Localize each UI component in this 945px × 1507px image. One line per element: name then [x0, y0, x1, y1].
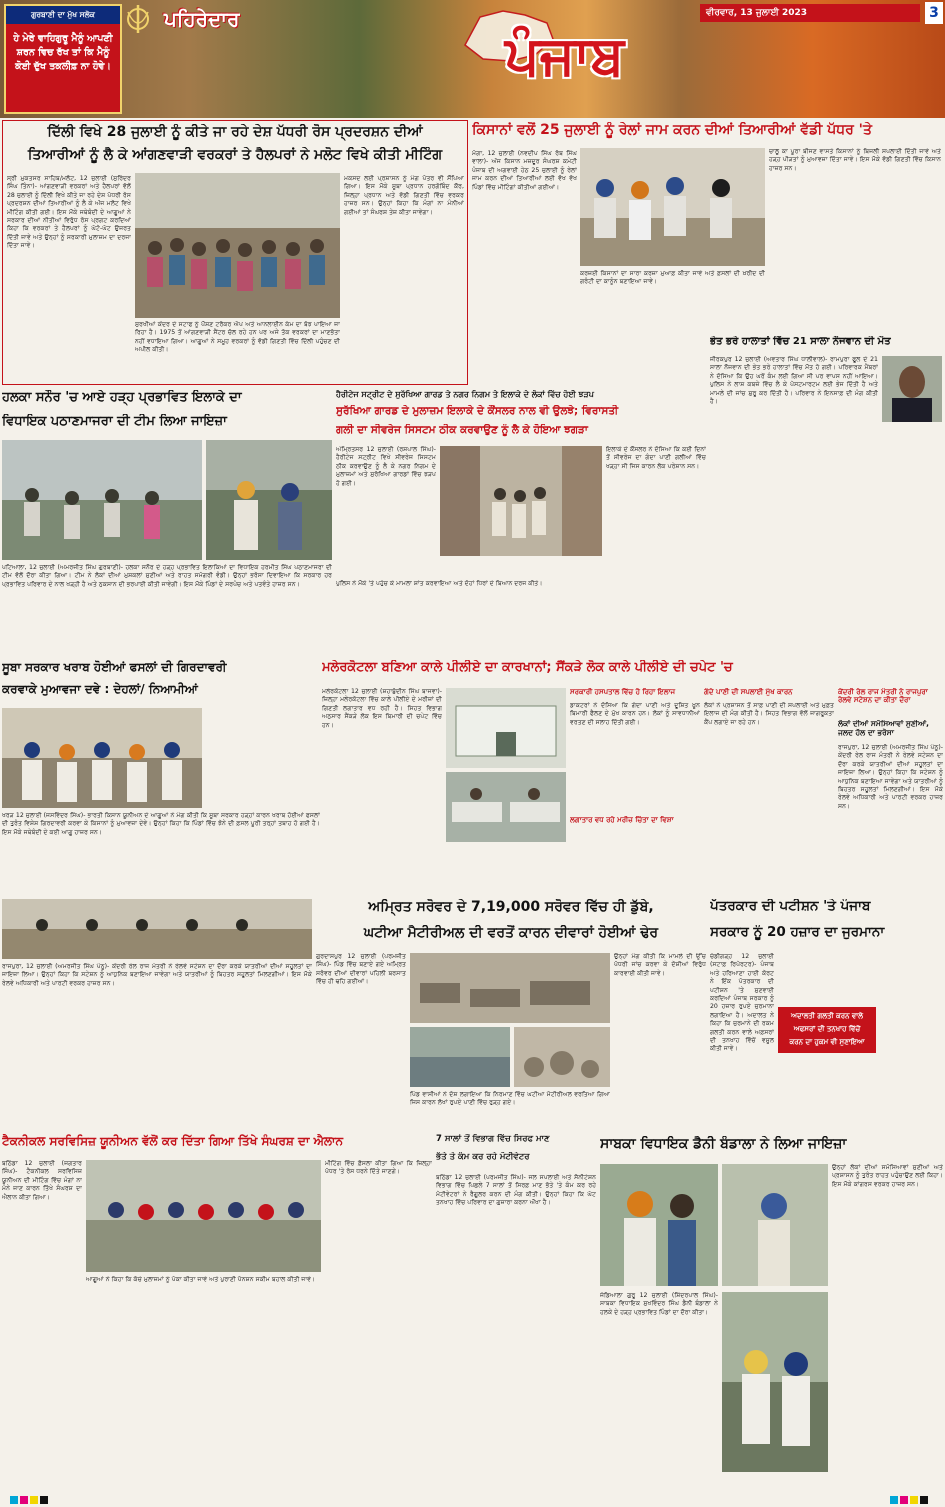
kicker-heritage: ਹੈਰੀਟੇਜ ਸਟ੍ਰੀਟ ਦੇ ਸੁਰੱਖਿਆ ਗਾਰਡ ਤੇ ਨਗਰ ਨਿਗਮ ਤੇ ਇਲਾਕੇ ਦੇ ਲੋਕਾਂ ਵਿੱਚ ਹੋਈ ਝੜਪ [336, 390, 594, 399]
registration-swatch-8 [920, 1496, 928, 1504]
body-kisan-1: ਮੋਗਾ, 12 ਜੁਲਾਈ (ਨਵਦੀਪ ਸਿੰਘ ਰੱਬ ਸਿੰਘ ਵਾਲਾ)- ਅੱਜ ਕਿਸਾਨ ਮਜ਼ਦੂਰ ਸੰਘਰਸ਼ ਕਮੇਟੀ ਪੰਜਾਬ ਦੀ ਅਗਵਾਈ ਹੇਠ 25 ਜੁਲਾਈ ਨੂੰ ਰੇਲਾਂ ਜਾਮ ਕਰਨ ਦੀਆਂ ਤਿਆਰੀਆਂ ਲਈ ਵੱਖ ਵੱਖ ਪਿੰਡਾਂ ਵਿੱਚ ਮੀਟਿੰਗਾਂ ਕੀਤੀਆਂ ਗਈਆਂ। [472, 150, 577, 191]
article-technical [2, 1134, 432, 1494]
photo-anganwadi-meeting [135, 173, 340, 318]
body-malerkotla-3: ਲੋਕਾਂ ਨੇ ਪ੍ਰਸ਼ਾਸਨ ਤੋਂ ਸਾਫ਼ ਪਾਣੀ ਦੀ ਸਪਲਾਈ ਅਤੇ ਮੁਫ਼ਤ ਇਲਾਜ ਦੀ ਮੰਗ ਕੀਤੀ ਹੈ। ਸਿਹਤ ਵਿਭਾਗ ਵੱਲੋਂ ਜਾਗਰੂਕਤਾ ਕੈਂਪ ਲਗਾਏ ਜਾ ਰਹੇ ਹਨ। [704, 702, 834, 726]
gurbani-label: ਗੁਰਬਾਣੀ ਦਾ ਮੁੱਖ ਸਲੋਕ [6, 6, 120, 24]
body-patrakar: ਚੰਡੀਗੜ੍ਹ 12 ਜੁਲਾਈ (ਸਟਾਫ਼ ਰਿਪੋਰਟਰ)- ਪੰਜਾਬ ਅਤੇ ਹਰਿਆਣਾ ਹਾਈ ਕੋਰਟ ਨੇ ਇੱਕ ਪੱਤਰਕਾਰ ਦੀ ਪਟੀਸ਼ਨ 'ਤੇ ਸੁਣਵਾਈ ਕਰਦਿਆਂ ਪੰਜਾਬ ਸਰਕਾਰ ਨੂੰ 20 ਹਜ਼ਾਰ ਰੁਪਏ ਜੁਰਮਾਨਾ ਲਗਾਇਆ ਹੈ। ਅਦਾਲਤ ਨੇ ਕਿਹਾ ਕਿ ਜੁਰਮਾਨੇ ਦੀ ਰਕਮ ਗਲਤੀ ਕਰਨ ਵਾਲੇ ਅਫ਼ਸਰਾਂ ਦੀ ਤਨਖਾਹ ਵਿੱਚੋਂ ਵਸੂਲ ਕੀਤੀ ਜਾਵੇ। [710, 953, 774, 1053]
body-railway: ਰਾਜਪੁਰਾ, 12 ਜੁਲਾਈ (ਅਮਰਜੀਤ ਸਿੰਘ ਪੰਨੂ)- ਕੇਂਦਰੀ ਰੇਲ ਰਾਜ ਮੰਤਰੀ ਨੇ ਰੇਲਵੇ ਸਟੇਸ਼ਨ ਦਾ ਦੌਰਾ ਕਰਕੇ ਯਾਤਰੀਆਂ ਦੀਆਂ ਸਹੂਲਤਾਂ ਦਾ ਜਾਇਜ਼ਾ ਲਿਆ। ਉਨ੍ਹਾਂ ਕਿਹਾ ਕਿ ਸਟੇਸ਼ਨ ਨੂੰ ਆਧੁਨਿਕ ਬਣਾਇਆ ਜਾਵੇਗਾ ਅਤੇ ਯਾਤਰੀਆਂ ਨੂੰ ਬਿਹਤਰ ਸਹੂਲਤਾਂ ਮਿਲਣਗੀਆਂ। ਇਸ ਮੌਕੇ ਰੇਲਵੇ ਅਧਿਕਾਰੀ ਅਤੇ ਪਾਰਟੀ ਵਰਕਰ ਹਾਜ਼ਰ ਸਨ। [838, 744, 943, 810]
headline-amrit-1: ਅਮ੍ਰਿਤ ਸਰੋਵਰ ਦੇ 7,19,000 ਸਰੋਵਰ ਵਿੱਚ ਹੀ ਡੁੱਬੇ, [368, 899, 654, 915]
headline-heritage-2: ਗਲੀ ਦਾ ਸੀਵਰੇਜ ਸਿਸਟਮ ਠੀਕ ਕਰਵਾਉਣ ਨੂੰ ਲੈ ਕੇ ਹੋਇਆ ਝਗੜਾ [336, 424, 588, 436]
headline-motivator-2: ਭੱਤੇ ਤੇ ਕੰਮ ਕਰ ਰਹੇ ਮੋਟੀਵੇਟਰ [436, 1152, 530, 1162]
body-amrit-2: ਪਿੰਡ ਵਾਸੀਆਂ ਨੇ ਦੋਸ਼ ਲਗਾਇਆ ਕਿ ਨਿਰਮਾਣ ਵਿੱਚ ਘਟੀਆ ਮੈਟੀਰੀਅਲ ਵਰਤਿਆ ਗਿਆ ਜਿਸ ਕਾਰਨ ਲੱਖਾਂ ਰੁਪਏ ਪਾਣੀ ਵਿੱਚ ਰੁੜ੍ਹ ਗਏ। [410, 1091, 610, 1107]
headline-anganwadi-2: ਤਿਆਰੀਆਂ ਨੂੰ ਲੈ ਕੇ ਆਂਗਣਵਾੜੀ ਵਰਕਰਾਂ ਤੇ ਹੈਲਪਰਾਂ ਨੇ ਮਲੋਟ ਵਿਖੇ ਕੀਤੀ ਮੀਟਿੰਗ [27, 147, 443, 163]
photo-bandala-2 [722, 1164, 828, 1286]
photo-relief [2, 899, 312, 959]
brand-name: ਪਹਿਰੇਦਾਰ [164, 7, 240, 31]
article-railway [838, 688, 943, 892]
headline-malerkotla: ਮਲੇਰਕੋਟਲਾ ਬਣਿਆ ਕਾਲੇ ਪੀਲੀਏ ਦਾ ਕਾਰਖਾਨਾਂ; ਸੈਂਕੜੇ ਲੋਕ ਕਾਲੇ ਪੀਲੀਏ ਦੀ ਚਪੇਟ 'ਚ [322, 660, 733, 675]
callout-patrakar-1: ਅਦਾਲਤੀ ਗਲਤੀ ਕਰਨ ਵਾਲੇ [790, 1012, 864, 1020]
registration-swatch-6 [900, 1496, 908, 1504]
headline-patrakar-1: ਪੱਤਰਕਾਰ ਦੀ ਪਟੀਸ਼ਨ 'ਤੇ ਪੰਜਾਬ [710, 899, 871, 914]
khanda-icon [124, 4, 152, 34]
article-ghat [710, 336, 943, 656]
body-motivator: ਬਠਿੰਡਾ 12 ਜੁਲਾਈ (ਪਰਮਜੀਤ ਸਿੰਘ)- ਜਲ ਸਪਲਾਈ ਅਤੇ ਸੈਨੀਟੇਸ਼ਨ ਵਿਭਾਗ ਵਿੱਚ ਪਿਛਲੇ 7 ਸਾਲਾਂ ਤੋਂ ਸਿਰਫ਼ ਮਾਣ ਭੱਤੇ 'ਤੇ ਕੰਮ ਕਰ ਰਹੇ ਮੋਟੀਵੇਟਰਾਂ ਨੇ ਰੈਗੂਲਰ ਕਰਨ ਦੀ ਮੰਗ ਕੀਤੀ। ਉਨ੍ਹਾਂ ਕਿਹਾ ਕਿ ਘੱਟ ਤਨਖਾਹ ਵਿੱਚ ਪਰਿਵਾਰ ਦਾ ਗੁਜ਼ਾਰਾ ਕਰਨਾ ਔਖਾ ਹੈ। [436, 1174, 596, 1207]
date-bar [700, 4, 920, 22]
article-bandala [600, 1134, 943, 1494]
headline-bandala: ਸਾਬਕਾ ਵਿਧਾਇਕ ਡੈਨੀ ਬੰਡਾਲਾ ਨੇ ਲਿਆ ਜਾਇਜ਼ਾ [600, 1136, 847, 1152]
body-kisan-3: ਚਾਲੂ ਕਾ ਪੂਰਾ ਬੀਜਣ ਵਾਸਤੇ ਕਿਸਾਨਾਂ ਨੂੰ ਬਿਜਲੀ ਸਪਲਾਈ ਦਿੱਤੀ ਜਾਵੇ ਅਤੇ ਹੜ੍ਹ ਪੀੜਤਾਂ ਨੂੰ ਮੁਆਵਜ਼ਾ ਦਿੱਤਾ ਜਾਵੇ। ਇਸ ਮੌਕੇ ਵੱਡੀ ਗਿਣਤੀ ਵਿੱਚ ਕਿਸਾਨ ਹਾਜ਼ਰ ਸਨ। [769, 148, 941, 172]
photo-amrit-wall [410, 953, 610, 1023]
registration-swatch-3 [30, 1496, 38, 1504]
body-sanaur: ਪਟਿਆਲਾ, 12 ਜੁਲਾਈ (ਅਮਰਜੀਤ ਸਿੰਘ ਗੁਰਬਾਣੀ)- ਹਲਕਾ ਸਨੌਰ ਦੇ ਹੜ੍ਹ ਪ੍ਰਭਾਵਿਤ ਇਲਾਕਿਆਂ ਦਾ ਵਿਧਾਇਕ ਹਰਮੀਤ ਸਿੰਘ ਪਠਾਣਮਾਜਰਾ ਦੀ ਟੀਮ ਵੱਲੋਂ ਦੌਰਾ ਕੀਤਾ ਗਿਆ। ਟੀਮ ਨੇ ਲੋਕਾਂ ਦੀਆਂ ਮੁਸ਼ਕਲਾਂ ਸੁਣੀਆਂ ਅਤੇ ਰਾਹਤ ਸਮੱਗਰੀ ਵੰਡੀ। ਉਨ੍ਹਾਂ ਭਰੋਸਾ ਦਿਵਾਇਆ ਕਿ ਸਰਕਾਰ ਹਰ ਪ੍ਰਭਾਵਿਤ ਪਰਿਵਾਰ ਦੇ ਨਾਲ ਖੜ੍ਹੀ ਹੈ ਅਤੇ ਨੁਕਸਾਨ ਦੀ ਭਰਪਾਈ ਕੀਤੀ ਜਾਵੇਗੀ। ਇਸ ਮੌਕੇ ਪਿੰਡਾਂ ਦੇ ਸਰਪੰਚ ਅਤੇ ਪਤਵੰਤੇ ਹਾਜ਼ਰ ਸਨ। [2, 564, 332, 588]
body-amrit-3: ਉਨ੍ਹਾਂ ਮੰਗ ਕੀਤੀ ਕਿ ਮਾਮਲੇ ਦੀ ਉੱਚ ਪੱਧਰੀ ਜਾਂਚ ਕਰਵਾ ਕੇ ਦੋਸ਼ੀਆਂ ਵਿਰੁੱਧ ਕਾਰਵਾਈ ਕੀਤੀ ਜਾਵੇ। [614, 953, 706, 977]
photo-sanaur-team [206, 440, 332, 560]
headline-motivator-1: 7 ਸਾਲਾਂ ਤੋਂ ਵਿਭਾਗ ਵਿੱਚ ਸਿਰਫ ਮਾਣ [436, 1134, 550, 1144]
headline-railway: ਲੋਕਾਂ ਦੀਆਂ ਸਮੱਸਿਆਵਾਂ ਸੁਣੀਆਂ, ਜਲਦ ਹੱਲ ਦਾ ਭਰੋਸਾ [838, 720, 930, 737]
headline-girdawari-2: ਕਰਵਾਕੇ ਮੁਆਵਜਾ ਦਵੇ : ਦੇਹਲਾਂ/ ਨਿਆਮੀਆਂ [2, 682, 198, 696]
body-girdawari: ਖਰੜ 12 ਜੁਲਾਈ (ਜਸਵਿੰਦਰ ਸਿੰਘ)- ਭਾਰਤੀ ਕਿਸਾਨ ਯੂਨੀਅਨ ਦੇ ਆਗੂਆਂ ਨੇ ਮੰਗ ਕੀਤੀ ਕਿ ਸੂਬਾ ਸਰਕਾਰ ਹੜ੍ਹਾਂ ਕਾਰਨ ਖਰਾਬ ਹੋਈਆਂ ਫਸਲਾਂ ਦੀ ਤੁਰੰਤ ਵਿਸ਼ੇਸ਼ ਗਿਰਦਾਵਰੀ ਕਰਵਾ ਕੇ ਕਿਸਾਨਾਂ ਨੂੰ ਮੁਆਵਜ਼ਾ ਦੇਵੇ। ਉਨ੍ਹਾਂ ਕਿਹਾ ਕਿ ਪਿੰਡਾਂ ਵਿੱਚ ਝੋਨੇ ਦੀ ਫ਼ਸਲ ਪੂਰੀ ਤਰ੍ਹਾਂ ਤਬਾਹ ਹੋ ਗਈ ਹੈ। ਇਸ ਮੌਕੇ ਜਥੇਬੰਦੀ ਦੇ ਕਈ ਆਗੂ ਹਾਜ਼ਰ ਸਨ। [2, 812, 320, 836]
registration-swatch-7 [910, 1496, 918, 1504]
subhead-malerkotla-2: ਲਗਾਤਾਰ ਵਧ ਰਹੇ ਮਰੀਜ਼ ਚਿੰਤਾ ਦਾ ਵਿਸ਼ਾ [570, 816, 674, 824]
article-amrit [316, 897, 706, 1132]
article-motivator [436, 1134, 596, 1494]
body-technical-1: ਬਠਿੰਡਾ 12 ਜੁਲਾਈ (ਜਗਤਾਰ ਸਿੰਘ)- ਟੈਕਨੀਕਲ ਸਰਵਿਸਿਜ਼ ਯੂਨੀਅਨ ਦੀ ਮੀਟਿੰਗ ਵਿੱਚ ਮੰਗਾਂ ਨਾ ਮੰਨੇ ਜਾਣ ਕਾਰਨ ਤਿੱਖੇ ਸੰਘਰਸ਼ ਦਾ ਐਲਾਨ ਕੀਤਾ ਗਿਆ। [2, 1160, 82, 1201]
masthead [0, 0, 945, 118]
body-technical-2: ਆਗੂਆਂ ਨੇ ਕਿਹਾ ਕਿ ਕੱਚੇ ਮੁਲਾਜ਼ਮਾਂ ਨੂੰ ਪੱਕਾ ਕੀਤਾ ਜਾਵੇ ਅਤੇ ਪੁਰਾਣੀ ਪੈਨਸ਼ਨ ਸਕੀਮ ਬਹਾਲ ਕੀਤੀ ਜਾਵੇ। [86, 1276, 316, 1283]
body-heritage-1: ਅੰਮ੍ਰਿਤਸਰ 12 ਜੁਲਾਈ (ਰਸ਼ਪਾਲ ਸਿੰਘ)- ਹੈਰੀਟੇਜ ਸਟ੍ਰੀਟ ਵਿਖੇ ਸੀਵਰੇਜ ਸਿਸਟਮ ਠੀਕ ਕਰਵਾਉਣ ਨੂੰ ਲੈ ਕੇ ਨਗਰ ਨਿਗਮ ਦੇ ਮੁਲਾਜ਼ਮਾਂ ਅਤੇ ਸੁਰੱਖਿਆ ਗਾਰਡਾਂ ਵਿੱਚ ਝੜਪ ਹੋ ਗਈ। [336, 446, 436, 487]
photo-girdawari-group [2, 708, 202, 808]
body-anganwadi-1: ਸ੍ਰੀ ਮੁਕਤਸਰ ਸਾਹਿਬ/ਮਲੋਟ, 12 ਜੁਲਾਈ (ਸੁਰਿੰਦਰ ਸਿੰਘ ਤਿੰਨਾ)- ਆਂਗਣਵਾੜੀ ਵਰਕਰਾਂ ਅਤੇ ਹੈਲਪਰਾਂ ਵੱਲੋਂ 28 ਜੁਲਾਈ ਨੂੰ ਦਿੱਲੀ ਵਿਖੇ ਕੀਤੇ ਜਾ ਰਹੇ ਦੇਸ਼ ਪੱਧਰੀ ਰੋਸ ਪ੍ਰਦਰਸ਼ਨ ਦੀਆਂ ਤਿਆਰੀਆਂ ਨੂੰ ਲੈ ਕੇ ਅੱਜ ਮਲੋਟ ਵਿਖੇ ਮੀਟਿੰਗ ਕੀਤੀ ਗਈ। ਇਸ ਮੌਕੇ ਜਥੇਬੰਦੀ ਦੇ ਆਗੂਆਂ ਨੇ ਸਰਕਾਰ ਦੀਆਂ ਨੀਤੀਆਂ ਵਿਰੁੱਧ ਰੋਸ ਪ੍ਰਗਟ ਕਰਦਿਆਂ ਕਿਹਾ ਕਿ ਵਰਕਰਾਂ ਤੇ ਹੈਲਪਰਾਂ ਨੂੰ ਘੱਟੋ-ਘੱਟ ਉਜਰਤ ਦਿੱਤੀ ਜਾਵੇ ਅਤੇ ਉਨ੍ਹਾਂ ਨੂੰ ਸਰਕਾਰੀ ਮੁਲਾਜ਼ਮ ਦਾ ਦਰਜਾ ਦਿੱਤਾ ਜਾਵੇ। [7, 175, 131, 250]
body-amrit-1: ਗੁਰਦਾਸਪੁਰ 12 ਜੁਲਾਈ (ਪਰਮਜੀਤ ਸਿੰਘ)- ਪਿੰਡ ਵਿੱਚ ਬਣਾਏ ਗਏ ਅਮ੍ਰਿਤ ਸਰੋਵਰ ਦੀਆਂ ਦੀਵਾਰਾਂ ਪਹਿਲੀ ਬਰਸਾਤ ਵਿੱਚ ਹੀ ਢਹਿ ਗਈਆਂ। [316, 953, 406, 986]
registration-swatch-1 [10, 1496, 18, 1504]
photo-bandala-3 [722, 1292, 828, 1472]
section-title: ਪੰਜਾਬ [505, 24, 625, 87]
registration-swatch-4 [40, 1496, 48, 1504]
headline-heritage-1: ਸੁਰੱਖਿਆ ਗਾਰਡ ਦੇ ਮੁਲਾਜ਼ਮ ਇਲਾਕੇ ਦੇ ਕੌਂਸਲਰ ਨਾਲ ਵੀ ਉਲਝੇ; ਵਿਰਾਸਤੀ [336, 405, 619, 417]
gurbani-box [4, 4, 122, 114]
body-relief: ਰਾਜਪੁਰਾ, 12 ਜੁਲਾਈ (ਅਮਰਜੀਤ ਸਿੰਘ ਪੰਨੂ)- ਕੇਂਦਰੀ ਰੇਲ ਰਾਜ ਮੰਤਰੀ ਨੇ ਰੇਲਵੇ ਸਟੇਸ਼ਨ ਦਾ ਦੌਰਾ ਕਰਕੇ ਯਾਤਰੀਆਂ ਦੀਆਂ ਸਹੂਲਤਾਂ ਦਾ ਜਾਇਜ਼ਾ ਲਿਆ। ਉਨ੍ਹਾਂ ਕਿਹਾ ਕਿ ਸਟੇਸ਼ਨ ਨੂੰ ਆਧੁਨਿਕ ਬਣਾਇਆ ਜਾਵੇਗਾ ਅਤੇ ਯਾਤਰੀਆਂ ਨੂੰ ਬਿਹਤਰ ਸਹੂਲਤਾਂ ਮਿਲਣਗੀਆਂ। ਇਸ ਮੌਕੇ ਰੇਲਵੇ ਅਧਿਕਾਰੀ ਅਤੇ ਪਾਰਟੀ ਵਰਕਰ ਹਾਜ਼ਰ ਸਨ। [2, 963, 312, 987]
headline-girdawari-1: ਸੂਬਾ ਸਰਕਾਰ ਖਰਾਬ ਹੋਈਆਂ ਫਸਲਾਂ ਦੀ ਗਿਰਦਾਵਰੀ [2, 660, 227, 674]
photo-ghat-portrait [882, 356, 942, 422]
article-heritage [336, 390, 706, 655]
body-technical-3: ਮੀਟਿੰਗ ਵਿੱਚ ਫ਼ੈਸਲਾ ਕੀਤਾ ਗਿਆ ਕਿ ਜ਼ਿਲ੍ਹਾ ਪੱਧਰ 'ਤੇ ਰੋਸ ਧਰਨੇ ਦਿੱਤੇ ਜਾਣਗੇ। [325, 1160, 432, 1176]
footer-color-bar [0, 1494, 945, 1507]
body-bandala-1: ਜੰਡਿਆਲਾ ਗੁਰੂ 12 ਜੁਲਾਈ (ਸ਼ਿੰਦਰਪਾਲ ਸਿੰਘ)- ਸਾਬਕਾ ਵਿਧਾਇਕ ਸੁਖਵਿੰਦਰ ਸਿੰਘ ਡੈਨੀ ਬੰਡਾਲਾ ਨੇ ਹਲਕੇ ਦੇ ਹੜ੍ਹ ਪ੍ਰਭਾਵਿਤ ਪਿੰਡਾਂ ਦਾ ਦੌਰਾ ਕੀਤਾ। [600, 1292, 718, 1316]
photo-heritage-street [440, 446, 602, 556]
photo-kisan-meeting [580, 148, 765, 266]
article-malerkotla [322, 660, 943, 895]
body-malerkotla-2: ਡਾਕਟਰਾਂ ਨੇ ਦੱਸਿਆ ਕਿ ਗੰਦਾ ਪਾਣੀ ਅਤੇ ਦੂਸ਼ਿਤ ਖ਼ੂਨ ਬਿਮਾਰੀ ਫੈਲਣ ਦੇ ਮੁੱਖ ਕਾਰਨ ਹਨ। ਲੋਕਾਂ ਨੂੰ ਸਾਵਧਾਨੀਆਂ ਵਰਤਣ ਦੀ ਸਲਾਹ ਦਿੱਤੀ ਗਈ। [570, 702, 700, 726]
headline-patrakar-2: ਸਰਕਾਰ ਨੂੰ 20 ਹਜ਼ਾਰ ਦਾ ਜੁਰਮਾਨਾ [710, 925, 885, 940]
body-anganwadi-2: ਸੁਰਖੀਆਂ ਕੇਂਦਰ ਦੇ ਸਟਾਫ ਨੂੰ ਪੌਸ਼ਣ ਟਰੈਕਰ ਐਪ ਅਤੇ ਆਨਲਾਈਨ ਕੰਮ ਦਾ ਬੋਝ ਪਾਇਆ ਜਾ ਰਿਹਾ ਹੈ। 1975 ਤੋਂ ਆਂਗਣਵਾੜੀ ਸੈਂਟਰ ਚੱਲ ਰਹੇ ਹਨ ਪਰ ਅਜੇ ਤੱਕ ਵਰਕਰਾਂ ਦਾ ਮਾਣਭੱਤਾ ਨਹੀਂ ਵਧਾਇਆ ਗਿਆ। ਆਗੂਆਂ ਨੇ ਸਮੂਹ ਵਰਕਰਾਂ ਨੂੰ ਵੱਡੀ ਗਿਣਤੀ ਵਿੱਚ ਦਿੱਲੀ ਪਹੁੰਚਣ ਦੀ ਅਪੀਲ ਕੀਤੀ। [135, 321, 340, 354]
headline-sanaur-2: ਵਿਧਾਇਕ ਪਠਾਣਮਾਜਰਾ ਦੀ ਟੀਮ ਲਿਆ ਜਾਇਜ਼ਾ [2, 414, 227, 429]
article-relief [2, 897, 312, 1132]
subhead-malerkotla-3: ਗੰਦੇ ਪਾਣੀ ਦੀ ਸਪਲਾਈ ਮੁੱਖ ਕਾਰਨ [704, 688, 793, 696]
photo-malerkotla-ward [446, 772, 566, 842]
photo-technical-group [86, 1160, 321, 1272]
body-kisan-2: ਕਰਜ਼ਈ ਕਿਸਾਨਾਂ ਦਾ ਸਾਰਾ ਕਰਜ਼ਾ ਮੁਆਫ਼ ਕੀਤਾ ਜਾਵੇ ਅਤੇ ਫ਼ਸਲਾਂ ਦੀ ਖ਼ਰੀਦ ਦੀ ਗਰੰਟੀ ਦਾ ਕਾਨੂੰਨ ਬਣਾਇਆ ਜਾਵੇ। [580, 270, 765, 286]
body-heritage-2: ਇਲਾਕੇ ਦੇ ਕੌਂਸਲਰ ਨੇ ਦੱਸਿਆ ਕਿ ਕਈ ਦਿਨਾਂ ਤੋਂ ਸੀਵਰੇਜ ਦਾ ਗੰਦਾ ਪਾਣੀ ਗਲੀਆਂ ਵਿੱਚ ਖੜ੍ਹਾ ਸੀ ਜਿਸ ਕਾਰਨ ਲੋਕ ਪਰੇਸ਼ਾਨ ਸਨ। [606, 446, 706, 470]
registration-swatch-5 [890, 1496, 898, 1504]
photo-bandala-1 [600, 1164, 718, 1286]
callout-patrakar-3: ਕਰਨ ਦਾ ਹੁਕਮ ਵੀ ਸੁਣਾਇਆ [789, 1038, 865, 1046]
photo-sanaur-flood [2, 440, 202, 560]
photo-amrit-debris [514, 1027, 610, 1087]
headline-sanaur-1: ਹਲਕਾ ਸਨੌਰ 'ਚ ਆਏ ਹੜ੍ਹ ਪ੍ਰਭਾਵਿਤ ਇਲਾਕੇ ਦਾ [2, 390, 242, 405]
photo-malerkotla-hospital [446, 688, 566, 768]
body-malerkotla-1: ਮਲੇਰਕੋਟਲਾ 12 ਜੁਲਾਈ (ਸ਼ਹਾਬੁੱਦੀਨ ਸਿੰਘ ਬਾਜਵਾ)- ਜ਼ਿਲ੍ਹਾ ਮਲੇਰਕੋਟਲਾ ਵਿੱਚ ਕਾਲੇ ਪੀਲੀਏ ਦੇ ਮਰੀਜ਼ਾਂ ਦੀ ਗਿਣਤੀ ਲਗਾਤਾਰ ਵਧ ਰਹੀ ਹੈ। ਸਿਹਤ ਵਿਭਾਗ ਅਨੁਸਾਰ ਸੈਂਕੜੇ ਲੋਕ ਇਸ ਬਿਮਾਰੀ ਦੀ ਚਪੇਟ ਵਿੱਚ ਹਨ। [322, 688, 442, 729]
article-sanaur [2, 390, 332, 655]
article-girdawari [2, 660, 320, 895]
callout-patrakar-2: ਅਫਸਰਾਂ ਦੀ ਤਨਖਾਹ ਵਿੱਚੋਂ [793, 1025, 861, 1033]
headline-amrit-2: ਘਟੀਆ ਮੈਟੀਰੀਅਲ ਦੀ ਵਰਤੋਂ ਕਾਰਨ ਦੀਵਾਰਾਂ ਹੋਈਆਂ ਢੇਰ [363, 925, 659, 941]
headline-kisan: ਕਿਸਾਨਾਂ ਵਲੋਂ 25 ਜੁਲਾਈ ਨੂੰ ਰੇਲਾਂ ਜਾਮ ਕਰਨ ਦੀਆਂ ਤਿਆਰੀਆਂ ਵੱਡੀ ਪੱਧਰ 'ਤੇ [472, 122, 872, 138]
article-patrakar [710, 897, 943, 1132]
headline-ghat: ਭੇਤ ਭਰੇ ਹਾਲਾਤਾਂ ਵਿੱਚ 21 ਸਾਲਾ ਨੌਜਵਾਨ ਦੀ ਮੌਤ [710, 336, 891, 347]
callout-patrakar [778, 1007, 876, 1053]
registration-swatch-2 [20, 1496, 28, 1504]
kicker-railway: ਕੇਂਦਰੀ ਰੇਲ ਰਾਜ ਮੰਤਰੀ ਨੇ ਰਾਜਪੁਰਾ ਰੇਲਵੇ ਸਟੇਸ਼ਨ ਦਾ ਕੀਤਾ ਦੌਰਾ [838, 688, 928, 705]
headline-technical: ਟੈਕਨੀਕਲ ਸਰਵਿਸਿਜ਼ ਯੂਨੀਅਨ ਵੱਲੋਂ ਕਰ ਦਿੱਤਾ ਗਿਆ ਤਿੱਖੇ ਸੰਘਰਸ਼ ਦਾ ਐਲਾਨ [2, 1134, 343, 1148]
body-heritage-3: ਪੁਲਿਸ ਨੇ ਮੌਕੇ 'ਤੇ ਪਹੁੰਚ ਕੇ ਮਾਮਲਾ ਸ਼ਾਂਤ ਕਰਵਾਇਆ ਅਤੇ ਦੋਹਾਂ ਧਿਰਾਂ ਦੇ ਬਿਆਨ ਦਰਜ ਕੀਤੇ। [336, 580, 543, 587]
body-bandala-2: ਉਨ੍ਹਾਂ ਲੋਕਾਂ ਦੀਆਂ ਸਮੱਸਿਆਵਾਂ ਸੁਣੀਆਂ ਅਤੇ ਪ੍ਰਸ਼ਾਸਨ ਨੂੰ ਤੁਰੰਤ ਰਾਹਤ ਪਹੁੰਚਾਉਣ ਲਈ ਕਿਹਾ। ਇਸ ਮੌਕੇ ਕਾਂਗਰਸ ਵਰਕਰ ਹਾਜ਼ਰ ਸਨ। [832, 1164, 943, 1188]
page-number: 3 [925, 2, 943, 24]
issue-date: ਵੀਰਵਾਰ, 13 ਜੁਲਾਈ 2023 [706, 8, 807, 18]
body-anganwadi-3: ਮਕਸਦ ਲਈ ਪ੍ਰਸ਼ਾਸਨ ਨੂੰ ਮੰਗ ਪੱਤਰ ਵੀ ਸੌਂਪਿਆ ਗਿਆ। ਇਸ ਮੌਕੇ ਸੂਬਾ ਪ੍ਰਧਾਨ ਹਰਗੋਬਿੰਦ ਕੌਰ, ਜ਼ਿਲ੍ਹਾ ਪ੍ਰਧਾਨ ਅਤੇ ਵੱਡੀ ਗਿਣਤੀ ਵਿੱਚ ਵਰਕਰ ਹਾਜ਼ਰ ਸਨ। ਉਨ੍ਹਾਂ ਕਿਹਾ ਕਿ ਮੰਗਾਂ ਨਾ ਮੰਨੀਆਂ ਗਈਆਂ ਤਾਂ ਸੰਘਰਸ਼ ਤੇਜ਼ ਕੀਤਾ ਜਾਵੇਗਾ। [344, 175, 464, 216]
body-ghat: ਜੀਰਕਪੁਰ 12 ਜੁਲਾਈ (ਅਵਤਾਰ ਸਿੰਘ ਧਾਲੀਵਾਲ)- ਰਾਮਪੁਰਾ ਫੂਲ ਦੇ 21 ਸਾਲਾ ਨੌਜਵਾਨ ਦੀ ਭੇਤ ਭਰੇ ਹਾਲਾਤਾਂ ਵਿੱਚ ਮੌਤ ਹੋ ਗਈ। ਪਰਿਵਾਰਕ ਮੈਂਬਰਾਂ ਨੇ ਦੱਸਿਆ ਕਿ ਉਹ ਘਰੋਂ ਕੰਮ ਲਈ ਗਿਆ ਸੀ ਪਰ ਵਾਪਸ ਨਹੀਂ ਆਇਆ। ਪੁਲਿਸ ਨੇ ਲਾਸ਼ ਕਬਜ਼ੇ ਵਿੱਚ ਲੈ ਕੇ ਪੋਸਟਮਾਰਟਮ ਲਈ ਭੇਜ ਦਿੱਤੀ ਹੈ ਅਤੇ ਮਾਮਲੇ ਦੀ ਜਾਂਚ ਸ਼ੁਰੂ ਕਰ ਦਿੱਤੀ ਹੈ। ਪਰਿਵਾਰ ਨੇ ਇਨਸਾਫ਼ ਦੀ ਮੰਗ ਕੀਤੀ ਹੈ। [710, 356, 878, 406]
gurbani-text: ਹੇ ਮੇਰੇ ਵਾਹਿਗੁਰੂ ਮੈਨੂੰ ਆਪਣੀ ਸ਼ਰਨ ਵਿਚ ਰੱਖ ਤਾਂ ਕਿ ਮੈਨੂੰ ਕੋਈ ਦੁੱਖ ਤਕਲੀਫ਼ ਨਾ ਹੋਵੇ। [13, 33, 113, 72]
article-anganwadi [2, 120, 468, 385]
headline-anganwadi-1: ਦਿੱਲੀ ਵਿਖੇ 28 ਜੁਲਾਈ ਨੂੰ ਕੀਤੇ ਜਾ ਰਹੇ ਦੇਸ਼ ਪੱਧਰੀ ਰੋਸ ਪ੍ਰਦਰਸ਼ਨ ਦੀਆਂ [47, 124, 423, 140]
article-kisan [472, 120, 943, 335]
photo-amrit-pond [410, 1027, 510, 1087]
subhead-malerkotla-1: ਸਰਕਾਰੀ ਹਸਪਤਾਲ ਵਿੱਚ ਹੋ ਰਿਹਾ ਇਲਾਜ [570, 688, 676, 696]
